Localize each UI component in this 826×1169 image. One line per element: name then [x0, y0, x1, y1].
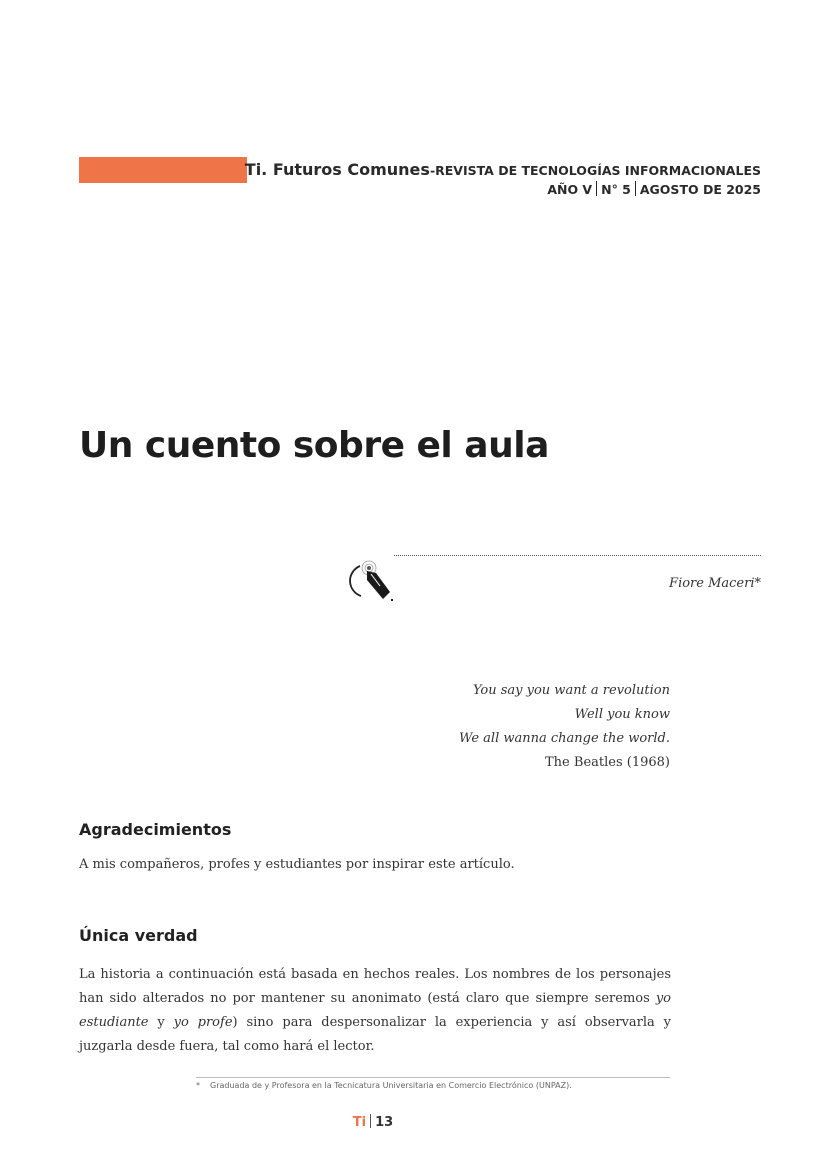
issue-separator: [635, 181, 636, 196]
footnote-rule: [196, 1077, 670, 1078]
acknowledgements-text: A mis compañeros, profes y estudiantes por inspirar este artículo.: [79, 857, 515, 872]
journal-header: [245, 160, 761, 197]
journal-subtitle: -REVISTA DE TECNOLOGÍAS INFORMACIONALES: [429, 163, 761, 178]
paragraph-text: y: [148, 1015, 174, 1030]
epigraph-line: Well you know: [574, 707, 670, 722]
section-heading-acknowledgements: Agradecimientos: [79, 820, 232, 839]
page-number: 13: [375, 1115, 394, 1130]
issue-date: AGOSTO DE 2025: [639, 182, 761, 197]
emphasis-text: yo profe: [173, 1015, 233, 1030]
issue-year: AÑO V: [547, 182, 593, 197]
footnote-text: Graduada de y Profesora en la Tecnicatura Universitaria en Comercio Electrónico (UNPAZ).: [210, 1081, 572, 1090]
header-accent-bar: [79, 157, 247, 183]
author-divider: [394, 555, 761, 556]
fountain-pen-icon: [345, 556, 395, 604]
emphasis-text: yo estudiante: [79, 991, 671, 1030]
article-author: Fiore Maceri*: [669, 576, 761, 591]
journal-name: Ti. Futuros Comunes: [244, 160, 430, 179]
footer-separator: [370, 1114, 371, 1128]
footnote: [196, 1081, 572, 1090]
section-heading-truth: Única verdad: [79, 926, 198, 945]
paragraph-text: La historia a continuación está basada en hechos reales. Los nombres de los personajes han sido alterados no por mantener su anonimato (está claro que siempre seremos: [79, 967, 671, 1006]
journal-title-line: [245, 160, 761, 179]
issue-number: N° 5: [601, 182, 631, 197]
article-title: Un cuento sobre el aula: [79, 425, 549, 466]
epigraph: [459, 679, 670, 775]
epigraph-source: The Beatles (1968): [545, 755, 670, 770]
page-footer: [0, 1114, 746, 1130]
epigraph-line: We all wanna change the world.: [459, 731, 670, 746]
truth-paragraph: [79, 963, 671, 1059]
issue-separator: [596, 181, 597, 196]
footer-brand: Ti: [352, 1115, 367, 1130]
epigraph-line: You say you want a revolution: [472, 683, 670, 698]
footnote-mark: *: [196, 1081, 200, 1090]
issue-info: [245, 181, 761, 197]
paragraph-text: ) sino para despersonalizar la experiencia y así observarla y juzgarla desde fuera, tal como hará el lector.: [79, 1015, 672, 1054]
